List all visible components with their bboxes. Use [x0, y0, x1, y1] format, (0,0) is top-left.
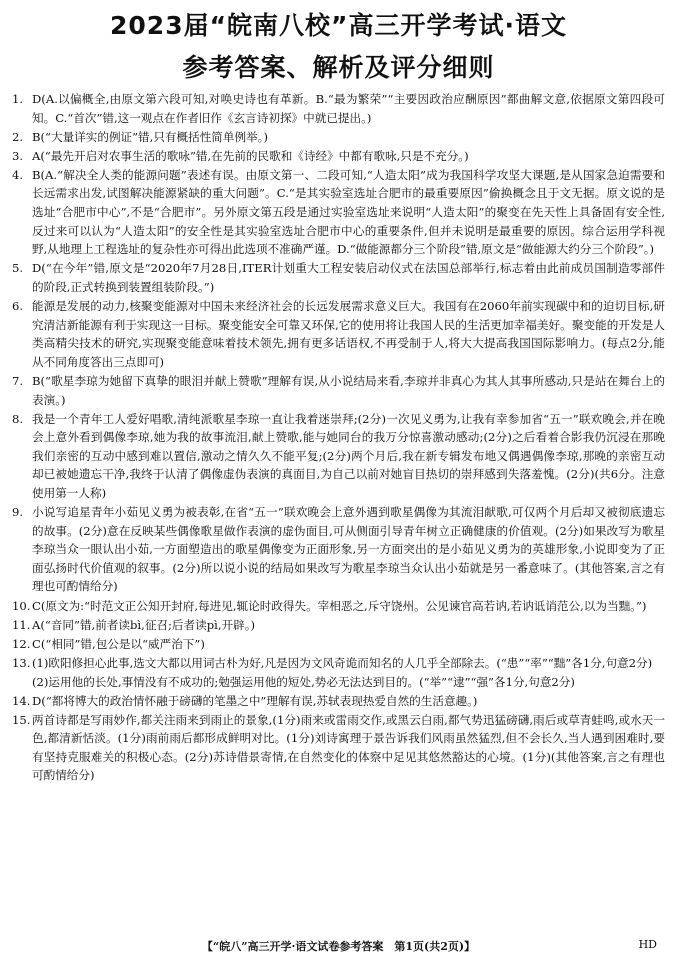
answer-number: 1. [12, 92, 24, 106]
answer-text: C(原文为:“时范文正公知开封府,每进见,辄论时政得失。宰相恶之,斥守饶州。公见谏官高若讷,若讷诋诮范公,以为当黜。”) [32, 598, 647, 613]
answer-number: 13. [12, 655, 31, 670]
answer-number: 15. [12, 712, 31, 727]
answer-text: D(“在今年”错,原文是“2020年7月28日,ITER计划重大工程安装启动仪式在法国总部举行,标志着由此前成员国制造零部件的阶段,正式转换到装置组装阶段。”) [32, 261, 665, 294]
answer-item [12, 166, 665, 259]
answer-item [12, 711, 665, 785]
answer-number: 4. [12, 167, 24, 182]
answer-number: 7. [12, 373, 24, 388]
answer-text: D(A.以偏概全,由原文第六段可知,对唤史诗也有革新。B.“最为繁荣”“主要因政治应酬原因”都曲解文意,依据原文第四段可知。C.“首次”错,这一观点在作者旧作《玄言诗初探》中就已提出。) [32, 92, 665, 125]
footer-code: HD [638, 938, 657, 951]
answer-number: 11. [12, 617, 31, 632]
answer-number: 10. [12, 598, 31, 613]
answer-item [12, 410, 665, 503]
answer-item [12, 635, 665, 654]
answer-item [12, 654, 665, 673]
answer-text: A(“最先开启对农事生活的歌咏”错,在先前的民歌和《诗经》中都有歌咏,只是不充分。) [32, 148, 469, 163]
answer-item [12, 297, 665, 371]
answer-item [12, 597, 665, 616]
answer-text: (1)欧阳修担心此事,选文大都以用词古朴为好,凡是因为文风奇诡而知名的人几乎全部除去。(“患”“率”“黜”各1分,句意2分) [32, 655, 653, 670]
answer-list [12, 90, 665, 785]
answer-text: 我是一个青年工人爱好唱歌,清纯派歌星李琼一直让我着迷崇拜;(2分)一次见义勇为,让我有幸参加省“五一”联欢晚会,并在晚会上意外看到偶像李琼,她为我的故事流泪,献上赞歌,能与她同台的我万分惊喜激动感动;(2分)之后看着合影我仍沉浸在那晚我们亲密的互动中感到难以置信,激动之情久久不能平复;(2分)两个月后,我在新专辑发布地又偶遇偶像李琼,那晚的亲密互动却已被她遗忘干净,我终于认清了偶像虚伪表演的真面目,为自己以前对她盲目热切的崇拜感到失落羞愧。(2分)(共6分。注意使用第一人称) [32, 411, 665, 500]
answer-item [12, 128, 665, 147]
answer-item [12, 259, 665, 296]
answer-text: B(A.“解决全人类的能源问题”表述有误。由原文第一、二段可知,“人造太阳”成为我国科学攻坚大课题,是从国家急迫需要和长远需求出发,试图解决能源紧缺的重大问题”。C.“是其实验室选址合肥市的最重要原因”偷换概念且于文无据。原文说的是选址“合肥市中心”,不是“合肥市”。另外原文第五段是通过实验室选址来说明“人造太阳”的聚变在先天性上具备固有安全性,反过来可以认为“人造太阳”的安全性是其实验室选址合肥市中心的重要条件,但并未说明是最重要的原因。综合运用学科视野,从地理上工程选址的复杂性亦可得出此选项不准确严谨。D.“做能源都分三个阶段”错,原文是“做能源大约分三个阶段”。) [32, 167, 665, 257]
answer-text: C(“相同”错,包公是以“威严治下”) [32, 636, 205, 651]
answer-text: B(“歌星李琼为她留下真挚的眼泪并献上赞歌”理解有误,从小说结局来看,李琼并非真心为其人其事所感动,只是站在舞台上的表演。) [32, 373, 665, 407]
answer-text: 两首诗都是写雨妙作,都关注雨来到雨止的景象,(1分)雨来或雷雨交作,或黑云白雨,都气势迅猛磅礴,雨后或草青蛙鸣,或水天一色,都清新恬淡。(1分)雨前雨后都形成鲜明对比。(1分)刘诗寓理于景告诉我们风雨虽然猛烈,但不会长久,当人遇到困难时,要有坚持克服难关的积极心态。(2分)苏诗借景寄情,在自然变化的体察中足见其悠然豁达的心境。(1分)(其他答案,言之有理也可酌情给分) [32, 712, 665, 783]
answer-item [12, 503, 665, 596]
answer-item [12, 147, 665, 166]
answer-item [12, 372, 665, 409]
answer-text: D(“都将博大的政治情怀融于磅礴的笔墨之中”理解有误,苏轼表现热爱自然的生活意趣。) [32, 693, 478, 708]
answer-number: 14. [12, 693, 31, 708]
answer-text: 能源是发展的动力,核聚变能源对中国未来经济社会的长远发展需求意义巨大。我国有在2060年前实现碳中和的迫切目标,研究清洁新能源有利于实现这一目标。聚变能安全可靠又环保,它的使用将让我国人民的生活更加幸福美好。聚变能的开发是人类高精尖技术的研究,实现聚变能意味着技术领先,拥有更多话语权,不再受制于人,将大大提高我国国际影响力。(每点2分,能从不同角度答出三点即可) [32, 299, 665, 369]
answer-number: 3. [12, 148, 24, 163]
document-title: 2023届“皖南八校”高三开学考试·语文 [110, 11, 567, 40]
answer-subitem: (2)运用他的长处,事情没有不成功的;勉强运用他的短处,势必无法达到目的。(“举”“逮”“强”各1分,句意2分) [32, 674, 575, 689]
answer-number: 6. [12, 299, 24, 314]
answer-text: 小说写追星青年小茹见义勇为被表彰,在省“五一”联欢晚会上意外遇到歌星偶像为其流泪献歌,可仅两个月后却又被彻底遗忘的故事。(2分)意在反映某些偶像歌星做作表演的虚伪面目,可从侧面引导青年树立正确健康的价值观。(2分)如果改写为歌星李琼当众一眼认出小茹,一方面塑造出的歌星偶像变为正面形象,另一方面突出的是小茹见义勇为的英雄形象,小说即变为了正面弘扬时代价值观的叙事。(2分)所以说小说的结局如果改写为歌星李琼当众认出小茹就是另一番意味了。(其他答案,言之有理也可酌情给分) [32, 505, 665, 594]
answer-number: 12. [12, 636, 31, 651]
answer-number: 8. [12, 411, 24, 426]
answer-number: 2. [12, 129, 24, 144]
answer-text: A(“音同”错,前者读bì,征召;后者读pì,开辟。) [32, 617, 256, 632]
answer-text: B(“大量详实的例证”错,只有概括性简单例举。) [32, 129, 268, 144]
answer-number: 5. [12, 261, 24, 276]
page-footer: 【“皖八”高三开学·语文试卷参考答案 第1页(共2页)】 [201, 940, 476, 953]
answer-item [12, 692, 665, 711]
document-subtitle: 参考答案、解析及评分细则 [182, 53, 495, 82]
answer-number: 9. [12, 505, 24, 520]
answer-item [12, 616, 665, 635]
answer-item [12, 90, 665, 127]
